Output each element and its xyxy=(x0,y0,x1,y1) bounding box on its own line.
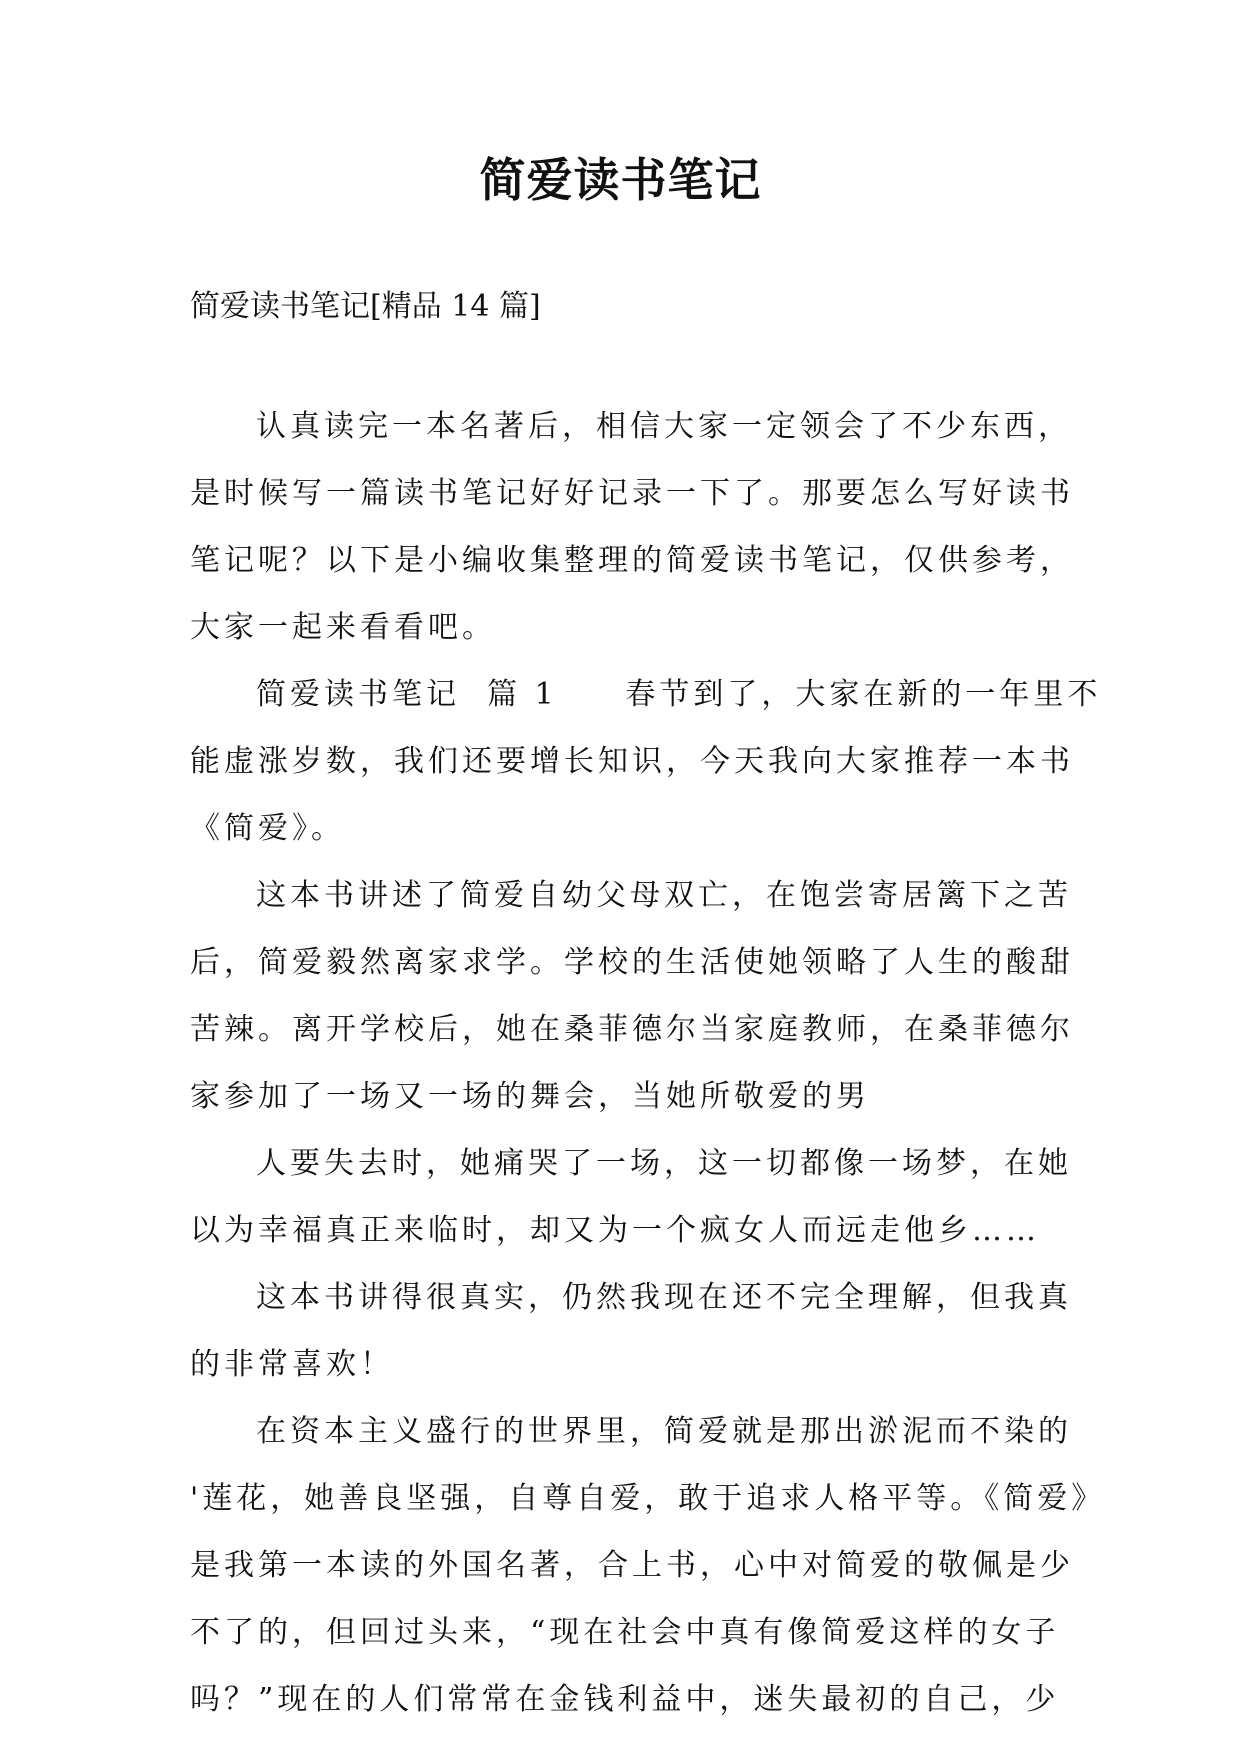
text-line: 苦辣。离开学校后，她在桑菲德尔当家庭教师，在桑菲德尔 xyxy=(190,1012,1074,1047)
text-line: 吗？”现在的人们常常在金钱利益中，迷失最初的自己，少 xyxy=(190,1682,1060,1717)
text-line: 的非常喜欢！ xyxy=(190,1347,394,1382)
text-line: 家参加了一场又一场的舞会，当她所敬爱的男 xyxy=(190,1079,870,1114)
text-line: 《简爱》。 xyxy=(190,811,345,846)
document-body xyxy=(190,407,1106,1747)
document-subtitle: 简爱读书笔记[精品 14 篇] xyxy=(190,289,541,324)
text-line: 大家一起来看看吧。 xyxy=(190,610,496,645)
text-line: '莲花，她善良坚强，自尊自爱，敢于追求人格平等。《简爱》 xyxy=(190,1481,1106,1516)
text-line: 是时候写一篇读书笔记好好记录一下了。那要怎么写好读书 xyxy=(190,476,1074,511)
text-line: 不了的，但回过头来，“现在社会中真有像简爱这样的女子 xyxy=(190,1615,1060,1650)
text-line: 人要失去时，她痛哭了一场，这一切都像一场梦，在她 xyxy=(256,1146,1072,1181)
page-title: 简爱读书笔记 xyxy=(479,153,762,207)
text-line: 笔记呢？以下是小编收集整理的简爱读书笔记，仅供参考， xyxy=(190,543,1074,578)
text-line: 这本书讲述了简爱自幼父母双亡，在饱尝寄居篱下之苦 xyxy=(256,878,1072,913)
text-line: 以为幸福真正来临时，却又为一个疯女人而远走他乡…… xyxy=(190,1213,1040,1248)
text-line: 能虚涨岁数，我们还要增长知识，今天我向大家推荐一本书 xyxy=(190,744,1074,779)
text-line: 是我第一本读的外国名著，合上书，心中对简爱的敬佩是少 xyxy=(190,1548,1074,1583)
text-line: 这本书讲得很真实，仍然我现在还不完全理解，但我真 xyxy=(256,1280,1072,1315)
text-line: 简爱读书笔记 篇 1 春节到了，大家在新的一年里不 xyxy=(256,677,1102,712)
text-line: 后，简爱毅然离家求学。学校的生活使她领略了人生的酸甜 xyxy=(190,945,1074,980)
text-line: 认真读完一本名著后，相信大家一定领会了不少东西， xyxy=(256,409,1072,444)
text-line: 在资本主义盛行的世界里，简爱就是那出淤泥而不染的 xyxy=(256,1414,1072,1449)
